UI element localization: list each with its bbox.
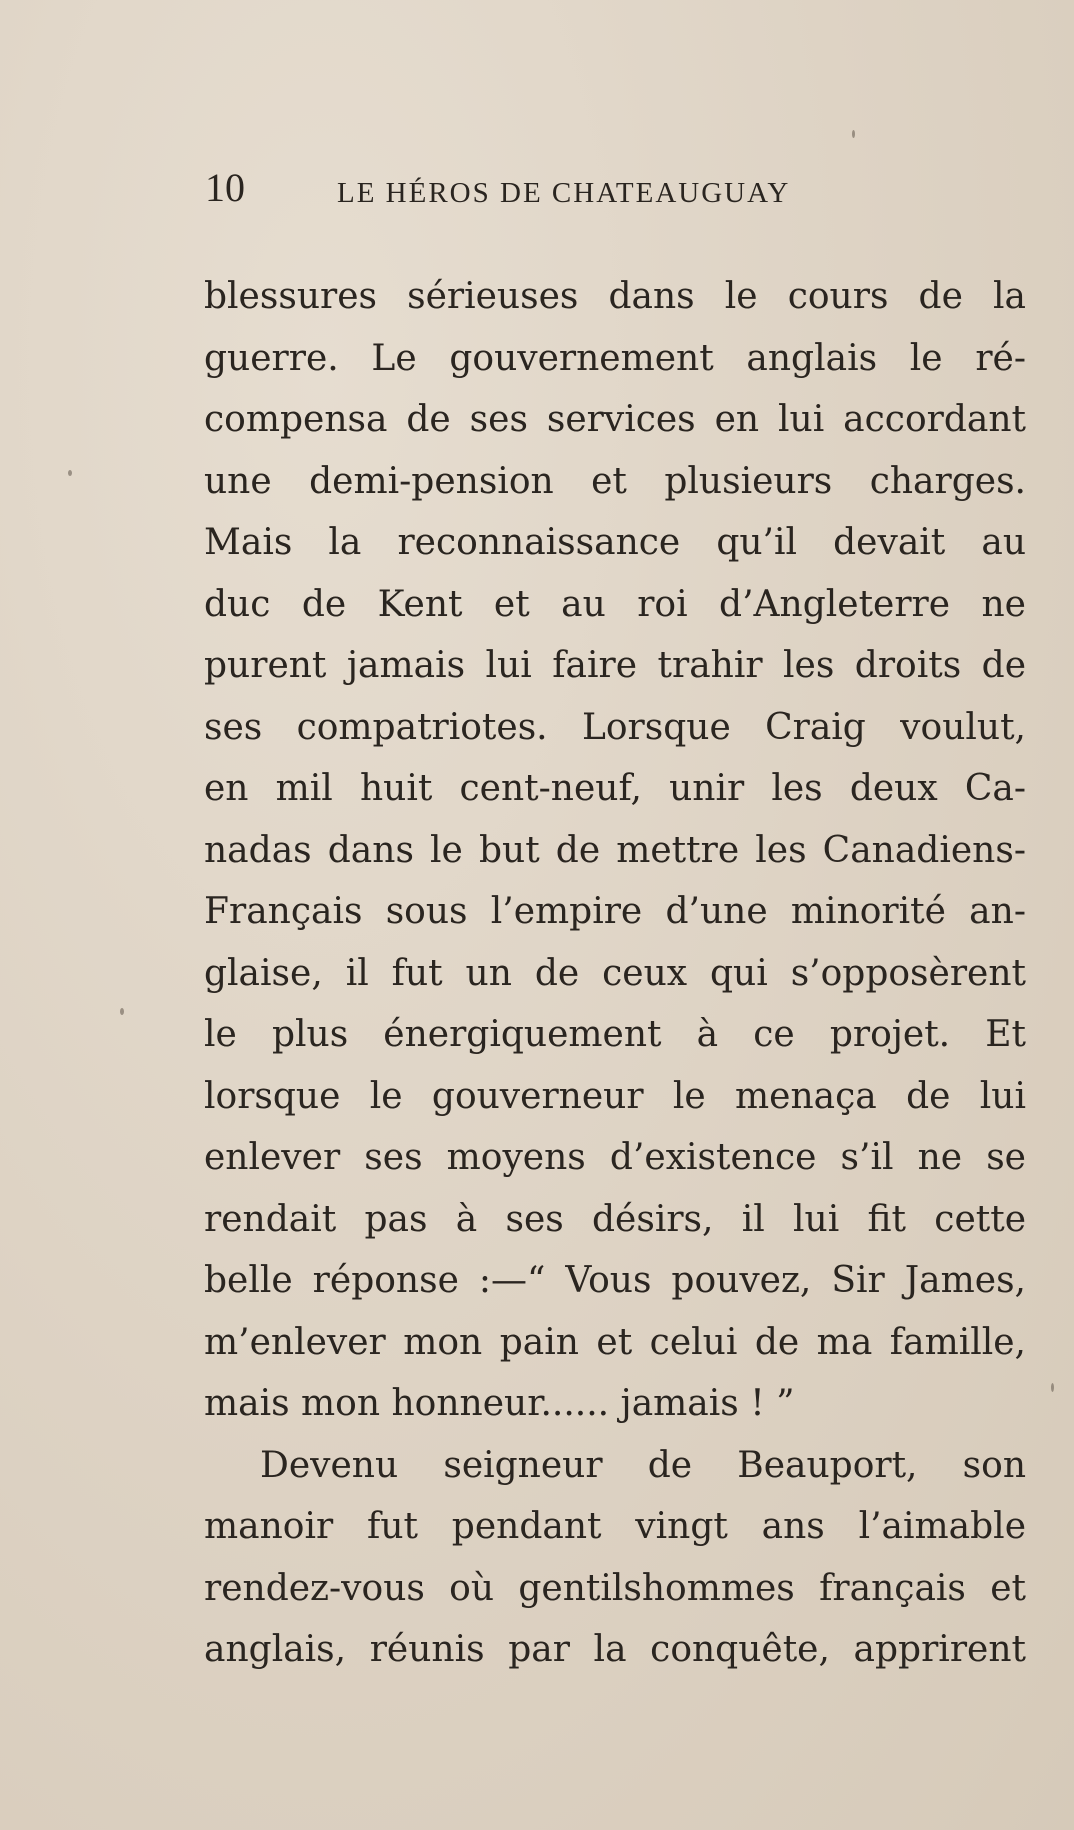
text-line: belle réponse :—“ Vous pouvez, Sir James, [204,1260,1026,1301]
text-line: duc de Kent et au roi d’Angleterre ne [204,583,1026,625]
text-line: manoir fut pendant vingt ans l’aimable [204,1506,1026,1547]
text-line: une demi-pension et plusieurs charges. [204,460,1026,502]
text-line: purent jamais lui faire trahir les droits de [204,645,1026,686]
page-number: 10 [205,165,245,210]
page-header [205,165,905,218]
text-line: guerre. Le gouvernement anglais le ré- [204,337,1026,379]
paper-speck [1051,1383,1054,1392]
text-line: glaise, il fut un de ceux qui s’opposèrent [204,952,1026,994]
text-line: lorsque le gouverneur le menaça de lui [204,1075,1026,1117]
paper-speck [852,130,855,138]
text-line: mais mon honneur...... jamais ! ” [204,1383,795,1424]
body-text [204,266,1026,1681]
text-line: rendait pas à ses désirs, il lui fit cette [204,1198,1026,1240]
text-line: le plus énergiquement à ce projet. Et [204,1014,1026,1055]
text-line: anglais, réunis par la conquête, apprirent [204,1629,1026,1670]
text-line: Français sous l’empire d’une minorité an- [204,891,1026,932]
text-line: blessures sérieuses dans le cours de la [204,276,1026,317]
paper-speck [120,1008,124,1015]
text-line: Mais la reconnaissance qu’il devait au [204,522,1026,563]
text-line: en mil huit cent-neuf, unir les deux Ca- [204,768,1026,809]
paper-speck [68,470,72,476]
text-line: m’enlever mon pain et celui de ma famille, [204,1321,1026,1363]
text-line: enlever ses moyens d’existence s’il ne se [204,1137,1026,1178]
text-line: rendez-vous où gentilshommes français et [204,1567,1026,1609]
paragraph-2 [204,1435,1026,1681]
text-line: nadas dans le but de mettre les Canadiens- [204,829,1026,871]
text-line: compensa de ses services en lui accordant [204,399,1026,440]
text-line: ses compatriotes. Lorsque Craig voulut, [204,706,1026,748]
running-title: LE HÉROS DE CHATEAUGUAY [337,177,791,209]
paragraph-1 [204,266,1026,1435]
text-line: Devenu seigneur de Beauport, son [260,1444,1026,1486]
